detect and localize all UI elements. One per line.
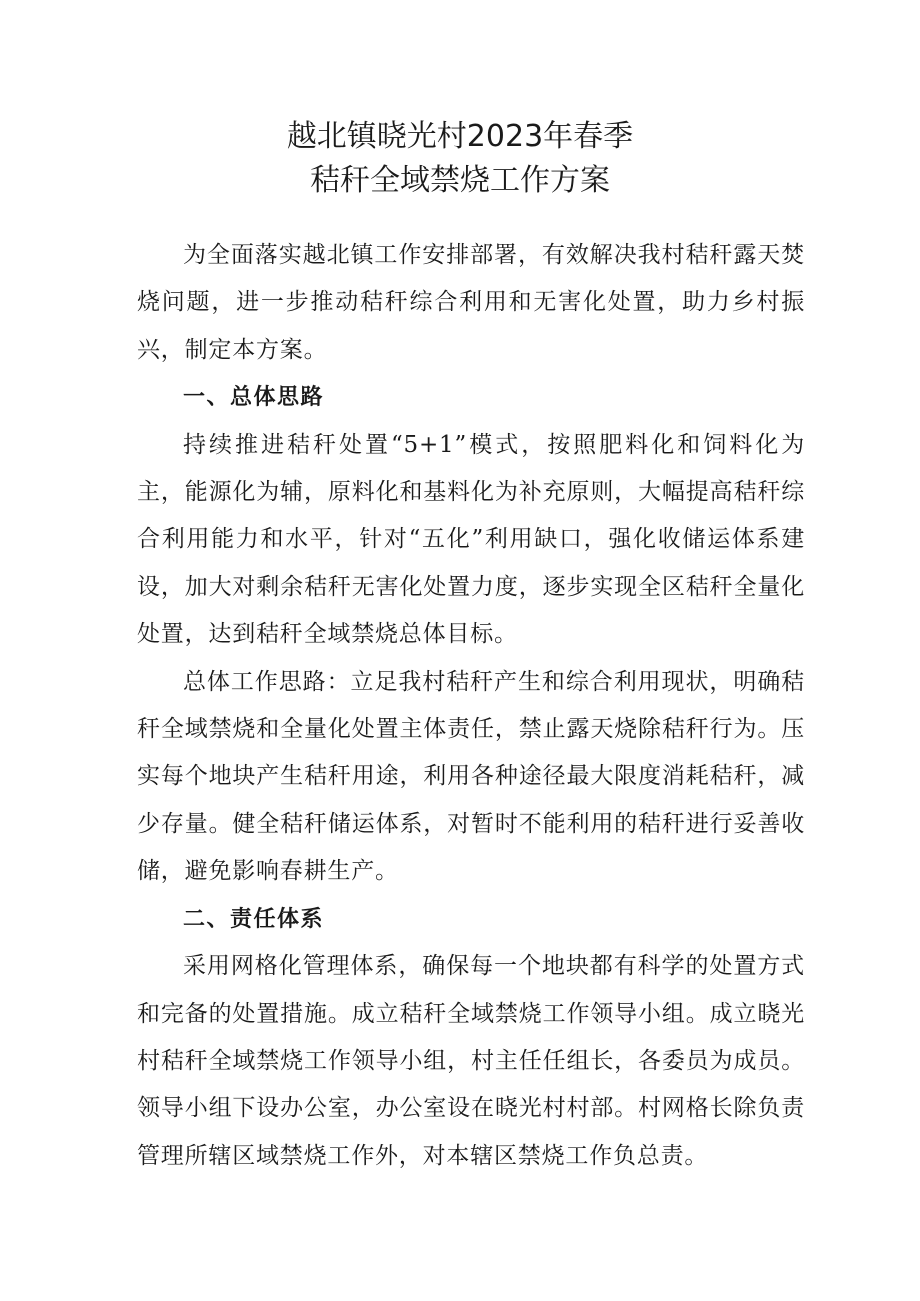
section-2-heading: 二、责任体系 <box>183 906 325 932</box>
intro-paragraph: 为全面落实越北镇工作安排部署，有效解决我村秸秆露天焚烧问题，进一步推动秸秆综合利用和无害化处置，助力乡村振兴，制定本方案。 <box>137 242 805 363</box>
section-2-paragraph-1: 采用网格化管理体系，确保每一个地块都有科学的处置方式和完备的处置措施。成立秸秆全域禁烧工作领导小组。成立晓光村秸秆全域禁烧工作领导小组，村主任任组长，各委员为成员。领导小组下设办公室，办公室设在晓光村村部。村网格长除负责管理所辖区域禁烧工作外，对本辖区禁烧工作负总责。 <box>137 953 805 1169</box>
section-1-heading: 一、总体思路 <box>183 385 325 411</box>
section-1-paragraph-2: 总体工作思路：立足我村秸秆产生和综合利用现状，明确秸秆全域禁烧和全量化处置主体责任，禁止露天烧除秸秆行为。压实每个地块产生秸秆用途，利用各种途径最大限度消耗秸秆，减少存量。健全秸秆储运体系，对暂时不能利用的秸秆进行妥善收储，避免影响春耕生产。 <box>137 668 805 885</box>
document-body <box>137 232 805 1180</box>
section-1-paragraph-1: 持续推进秸秆处置“5+1”模式，按照肥料化和饲料化为主，能源化为辅，原料化和基料化为补充原则，大幅提高秸秆综合利用能力和水平，针对“五化”利用缺口，强化收储运体系建设，加大对剩余秸秆无害化处置力度，逐步实现全区秸秆全量化处置，达到秸秆全域禁烧总体目标。 <box>137 431 805 648</box>
document-title-line-2: 秸秆全域禁烧工作方案 <box>310 163 610 198</box>
document-title-line-1: 越北镇晓光村2023年春季 <box>286 119 634 154</box>
